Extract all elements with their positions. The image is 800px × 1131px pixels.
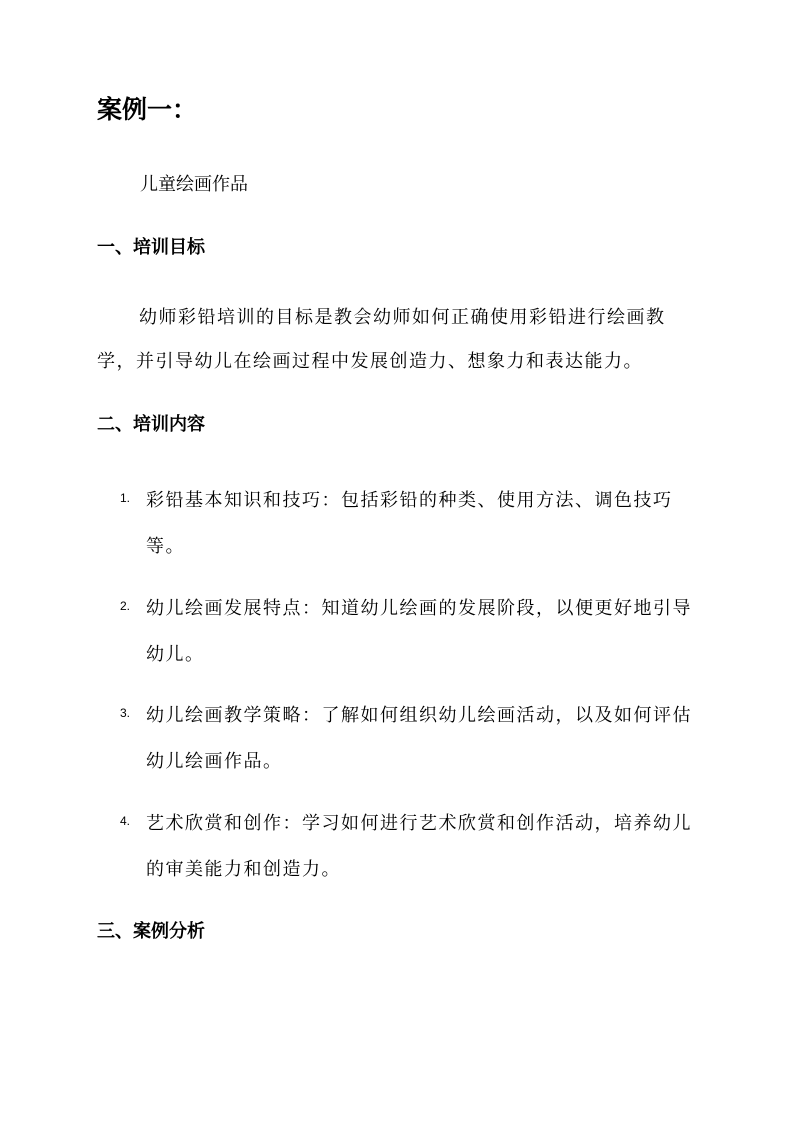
list-item-text: 艺术欣赏和创作：学习如何进行艺术欣赏和创作活动，培养幼儿的审美能力和创造力。 [146, 813, 692, 880]
section-heading-case-analysis: 三、案例分析 [97, 921, 205, 942]
case-subtitle: 儿童绘画作品 [140, 174, 248, 195]
list-item-text: 幼儿绘画发展特点：知道幼儿绘画的发展阶段，以便更好地引导幼儿。 [146, 598, 692, 665]
list-item-text: 幼儿绘画教学策略：了解如何组织幼儿绘画活动，以及如何评估幼儿绘画作品。 [146, 705, 692, 772]
section-heading-training-content: 二、培训内容 [97, 414, 205, 435]
page-title: 案例一： [97, 95, 198, 124]
training-goals-paragraph: 幼师彩铅培训的目标是教会幼师如何正确使用彩铅进行绘画教学，并引导幼儿在绘画过程中发展创造力、想象力和表达能力。 [97, 307, 666, 372]
section-heading-training-goals: 一、培训目标 [97, 237, 205, 258]
list-item-number: 2. [120, 599, 131, 613]
list-item-number: 4. [120, 814, 131, 828]
list-item-text: 彩铅基本知识和技巧：包括彩铅的种类、使用方法、调色技巧等。 [146, 490, 673, 557]
list-item-number: 1. [120, 491, 131, 505]
list-item-number: 3. [120, 706, 131, 720]
